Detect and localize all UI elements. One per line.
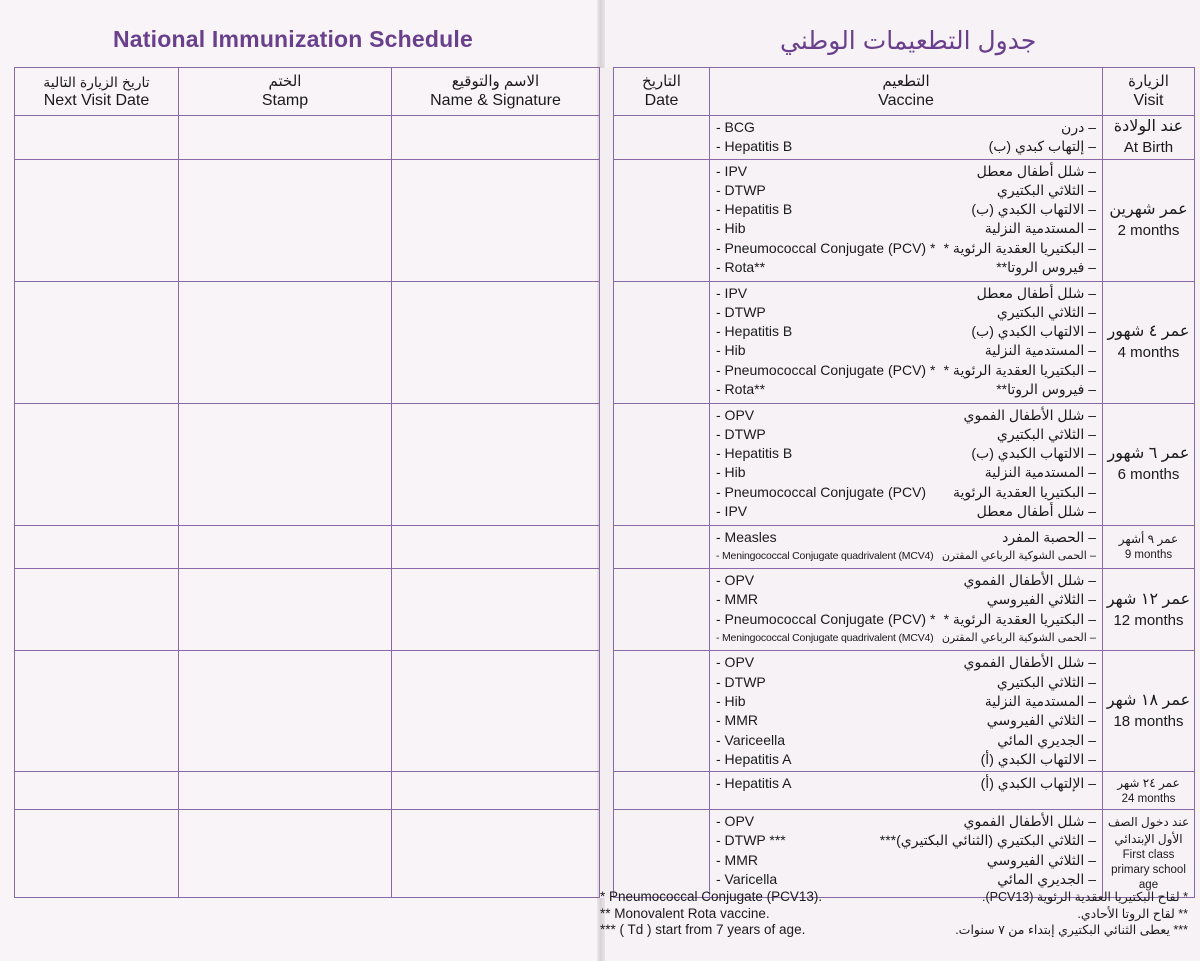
footnotes: [600, 889, 1194, 949]
visit-label-en: 9 months: [1124, 548, 1173, 561]
visit-label-ar: عمر ١٨ شهر: [1106, 692, 1191, 710]
vaccine-item: [716, 812, 1096, 831]
footnote-en: ** Monovalent Rota vaccine.: [600, 905, 770, 921]
vaccine-item: [716, 528, 1096, 547]
schedule-row: [15, 772, 1195, 810]
visit-label-en: 24 months: [1121, 792, 1176, 805]
vaccine-name-en: - Meningococcal Conjugate quadrivalent (MCV4): [716, 632, 934, 645]
vaccine-name-en: - MMR: [716, 851, 758, 868]
vaccine-item: [716, 219, 1096, 238]
vaccine-item: [716, 851, 1096, 870]
visit-label-en: 2 months: [1117, 222, 1180, 240]
visit-cell: [1103, 116, 1195, 160]
vaccine-item: [716, 361, 1096, 380]
gutter: [600, 810, 614, 898]
title-english: National Immunization Schedule: [113, 26, 473, 52]
footnote-ar: * لقاح البكتيريا العقدية الرئوية (PCV13).: [981, 890, 1188, 904]
vaccine-name-en: - Varicella: [716, 871, 778, 888]
visit-label-en: At Birth: [1123, 139, 1174, 157]
col-stamp: الختم Stamp: [179, 68, 392, 116]
gutter: [600, 159, 614, 281]
vaccine-name-ar: – شلل أطفال معطل: [976, 503, 1096, 520]
footnote-ar: *** يعطى الثنائي البكتيري إبتداء من ٧ سنوات.: [955, 923, 1188, 937]
vaccine-item: [716, 200, 1096, 219]
vaccine-name-en: - Pneumococcal Conjugate (PCV): [716, 483, 927, 500]
vaccine-name-en: - DTWP ***: [716, 832, 786, 849]
visit-label-en: 6 months: [1117, 466, 1180, 484]
vaccine-name-ar: – البكتيريا العقدية الرئوية *: [943, 239, 1096, 256]
schedule-row: [15, 810, 1195, 898]
vaccine-name-ar: – البكتيريا العقدية الرئوية: [952, 483, 1096, 500]
vaccine-item: [716, 629, 1096, 648]
vaccine-name-ar: – الالتهاب الكبدي (ب): [971, 201, 1096, 218]
date-cell[interactable]: [614, 116, 710, 160]
vaccine-name-en: - Hepatitis B: [716, 323, 793, 340]
gutter: [600, 569, 614, 651]
col-date: التاريخ Date: [614, 68, 710, 116]
stamp-cell[interactable]: [179, 116, 392, 160]
stamp-cell[interactable]: [179, 525, 392, 569]
vaccine-item: [716, 653, 1096, 672]
next-visit-cell[interactable]: [15, 569, 179, 651]
vaccine-name-ar: – شلل أطفال معطل: [976, 162, 1096, 179]
vaccine-name-ar: – فيروس الروتا**: [996, 381, 1096, 398]
vaccine-name-en: - Measles: [716, 528, 777, 545]
vaccine-item: [716, 590, 1096, 609]
date-cell[interactable]: [614, 772, 710, 810]
stamp-cell[interactable]: [179, 772, 392, 810]
visit-label-en: 4 months: [1117, 344, 1180, 362]
vaccine-item: [716, 239, 1096, 258]
vaccine-name-en: - OPV: [716, 813, 755, 830]
gutter: [600, 281, 614, 403]
vaccine-cell: [710, 651, 1103, 772]
immunization-table: [14, 67, 1195, 898]
name-signature-cell[interactable]: [392, 159, 600, 281]
col-name-signature: الاسم والتوقيع Name & Signature: [392, 68, 600, 116]
date-cell[interactable]: [614, 810, 710, 898]
vaccine-name-ar: – الثلاثي البكتيري (الثنائي البكتيري)***: [879, 832, 1096, 849]
visit-cell: [1103, 525, 1195, 569]
schedule-row: [15, 159, 1195, 281]
vaccine-item: [716, 463, 1096, 482]
vaccine-name-ar: – الإلتهاب الكبدي (أ): [980, 775, 1096, 792]
vaccine-item: [716, 711, 1096, 730]
name-signature-cell[interactable]: [392, 810, 600, 898]
stamp-cell[interactable]: [179, 403, 392, 525]
footnotes-english: [600, 889, 822, 939]
schedule-row: [15, 116, 1195, 160]
visit-label-en: 12 months: [1113, 611, 1184, 629]
vaccine-name-ar: – الالتهاب الكبدي (ب): [971, 323, 1096, 340]
vaccine-item: [716, 118, 1096, 137]
next-visit-cell[interactable]: [15, 651, 179, 772]
vaccine-name-en: - Pneumococcal Conjugate (PCV) *: [716, 610, 936, 627]
vaccine-name-en: - DTWP: [716, 303, 766, 320]
visit-label-ar: عمر ٩ أشهر: [1118, 531, 1179, 546]
next-visit-cell[interactable]: [15, 810, 179, 898]
vaccine-item: [716, 380, 1096, 399]
vaccine-name-en: - IPV: [716, 503, 748, 520]
vaccine-name-ar: – الالتهاب الكبدي (أ): [980, 750, 1096, 767]
vaccine-item: [716, 425, 1096, 444]
vaccine-name-en: - Variceella: [716, 731, 785, 748]
visit-label-ar: عمر ٤ شهور: [1107, 323, 1190, 341]
vaccine-name-ar: – الالتهاب الكبدي (ب): [971, 445, 1096, 462]
visit-label-ar: عند الولادة: [1113, 118, 1184, 136]
vaccine-cell: [710, 159, 1103, 281]
date-cell[interactable]: [614, 159, 710, 281]
vaccine-name-en: - DTWP: [716, 181, 766, 198]
vaccine-name-en: - Hepatitis A: [716, 775, 792, 792]
stamp-cell[interactable]: [179, 159, 392, 281]
col-visit: الزيارة Visit: [1103, 68, 1195, 116]
vaccine-name-en: - Rota**: [716, 259, 766, 276]
vaccine-item: [716, 870, 1096, 889]
vaccine-name-ar: – شلل الأطفال الفموي: [963, 654, 1096, 671]
schedule-row: [15, 525, 1195, 569]
footnotes-arabic: [955, 889, 1188, 939]
vaccine-name-en: - DTWP: [716, 425, 766, 442]
name-signature-cell[interactable]: [392, 651, 600, 772]
vaccine-item: [716, 610, 1096, 629]
vaccine-name-en: - BCG: [716, 119, 755, 135]
vaccine-item: [716, 258, 1096, 277]
visit-cell: [1103, 159, 1195, 281]
vaccine-name-ar: – الجديري المائي: [997, 871, 1096, 888]
next-visit-cell[interactable]: [15, 525, 179, 569]
vaccine-name-ar: – الجديري المائي: [997, 731, 1096, 748]
footnote-ar: ** لقاح الروتا الأحادي.: [1077, 906, 1188, 921]
vaccine-item: [716, 731, 1096, 750]
schedule-row: [15, 281, 1195, 403]
vaccine-item: [716, 162, 1096, 181]
vaccine-name-ar: – الحمى الشوكية الرباعي المقترن: [941, 549, 1096, 562]
next-visit-cell[interactable]: [15, 403, 179, 525]
vaccine-name-en: - Hepatitis B: [716, 445, 793, 462]
vaccine-item: [716, 692, 1096, 711]
vaccine-item: [716, 750, 1096, 769]
vaccine-name-ar: – البكتيريا العقدية الرئوية *: [943, 361, 1096, 378]
stamp-cell[interactable]: [179, 651, 392, 772]
gutter: [600, 116, 614, 160]
vaccine-item: [716, 341, 1096, 360]
vaccine-item: [716, 502, 1096, 521]
vaccine-name-ar: – الثلاثي البكتيري: [996, 425, 1096, 442]
vaccine-name-en: - Pneumococcal Conjugate (PCV) *: [716, 239, 936, 256]
visit-label-ar: عمر شهرين: [1109, 201, 1188, 219]
vaccine-name-en: - Rota**: [716, 381, 766, 398]
date-cell[interactable]: [614, 525, 710, 569]
vaccine-name-ar: – شلل الأطفال الفموي: [963, 813, 1096, 830]
vaccine-name-ar: – شلل الأطفال الفموي: [963, 406, 1096, 423]
next-visit-cell[interactable]: [15, 772, 179, 810]
vaccine-name-en: - Hepatitis B: [716, 201, 793, 218]
gutter: [600, 403, 614, 525]
vaccine-name-en: - MMR: [716, 591, 758, 608]
vaccine-name-en: - DTWP: [716, 673, 766, 690]
gutter: [600, 525, 614, 569]
name-signature-cell[interactable]: [392, 772, 600, 810]
vaccine-item: [716, 303, 1096, 322]
col-vaccine: التطعيم Vaccine: [710, 68, 1103, 116]
vaccine-name-en: - IPV: [716, 284, 748, 301]
footnote-en: *** ( Td ) start from 7 years of age.: [600, 922, 806, 937]
visit-label-en: 18 months: [1113, 713, 1184, 731]
gutter: [600, 68, 614, 116]
schedule-body: [15, 116, 1195, 898]
title-arabic: جدول التطعيمات الوطني: [780, 27, 1037, 55]
vaccine-item: [716, 322, 1096, 341]
vaccine-name-en: - MMR: [716, 712, 758, 729]
vaccine-item: [716, 406, 1096, 425]
vaccine-name-ar: – المستدمية النزلية: [984, 464, 1096, 481]
vaccine-item: [716, 831, 1096, 850]
vaccine-name-ar: – الثلاثي الفيروسي: [986, 591, 1096, 608]
stamp-cell[interactable]: [179, 810, 392, 898]
vaccine-name-ar: – درن: [1061, 119, 1096, 135]
visit-cell: [1103, 772, 1195, 810]
vaccine-name-en: - Hib: [716, 464, 746, 481]
next-visit-cell[interactable]: [15, 116, 179, 160]
vaccine-name-ar: – شلل أطفال معطل: [976, 284, 1096, 301]
stamp-cell[interactable]: [179, 281, 392, 403]
vaccine-name-en: - IPV: [716, 162, 748, 179]
vaccine-cell: [710, 810, 1103, 898]
gutter: [600, 772, 614, 810]
vaccine-name-ar: – الثلاثي الفيروسي: [986, 851, 1096, 868]
schedule-row: [15, 403, 1195, 525]
stamp-cell[interactable]: [179, 569, 392, 651]
visit-label-en: First class primary school age: [1111, 849, 1186, 892]
vaccine-cell: [710, 281, 1103, 403]
vaccine-item: [716, 483, 1096, 502]
schedule-row: [15, 651, 1195, 772]
vaccine-name-en: - Meningococcal Conjugate quadrivalent (MCV4): [716, 549, 934, 562]
vaccine-name-en: - Pneumococcal Conjugate (PCV) *: [716, 361, 936, 378]
vaccine-cell: [710, 569, 1103, 651]
vaccine-name-ar: – إلتهاب كبدي (ب): [988, 138, 1096, 155]
visit-label-ar: عمر ١٢ شهر: [1106, 590, 1191, 608]
next-visit-cell[interactable]: [15, 159, 179, 281]
vaccine-name-en: - OPV: [716, 406, 755, 423]
vaccine-name-en: - OPV: [716, 572, 755, 589]
vaccine-item: [716, 137, 1096, 156]
visit-cell: [1103, 651, 1195, 772]
footnote-en: * Pneumococcal Conjugate (PCV13).: [600, 889, 823, 904]
visit-label-ar: عند دخول الصف الأول الإبتدائي: [1107, 815, 1190, 847]
date-cell[interactable]: [614, 651, 710, 772]
vaccine-item: [716, 547, 1096, 566]
vaccine-name-ar: – الثلاثي البكتيري: [996, 303, 1096, 320]
vaccine-name-ar: – الثلاثي البكتيري: [996, 181, 1096, 198]
col-next-visit: تاريخ الزيارة التالية Next Visit Date: [15, 68, 179, 116]
vaccine-item: [716, 571, 1096, 590]
date-cell[interactable]: [614, 403, 710, 525]
vaccine-name-ar: – الحمى الشوكية الرباعي المقترن: [941, 632, 1096, 645]
vaccine-name-ar: – المستدمية النزلية: [984, 342, 1096, 359]
visit-cell: [1103, 403, 1195, 525]
vaccine-cell: [710, 772, 1103, 810]
schedule-row: [15, 569, 1195, 651]
vaccine-item: [716, 181, 1096, 200]
date-cell[interactable]: [614, 569, 710, 651]
vaccine-name-ar: – الثلاثي الفيروسي: [986, 712, 1096, 729]
vaccine-item: [716, 774, 1096, 793]
vaccine-name-ar: – المستدمية النزلية: [984, 220, 1096, 237]
vaccine-name-ar: – فيروس الروتا**: [996, 259, 1096, 276]
vaccine-name-ar: – شلل الأطفال الفموي: [963, 572, 1096, 589]
visit-label-ar: عمر ٢٤ شهر: [1117, 775, 1180, 790]
visit-cell: [1103, 281, 1195, 403]
vaccine-name-ar: – الحصبة المفرد: [1002, 528, 1096, 545]
date-cell[interactable]: [614, 281, 710, 403]
name-signature-cell[interactable]: [392, 116, 600, 160]
name-signature-cell[interactable]: [392, 569, 600, 651]
vaccine-name-ar: – الثلاثي البكتيري: [996, 673, 1096, 690]
visit-cell: [1103, 810, 1195, 898]
vaccine-item: [716, 673, 1096, 692]
header-row: [15, 68, 1195, 116]
name-signature-cell[interactable]: [392, 403, 600, 525]
gutter: [600, 651, 614, 772]
vaccine-name-ar: – المستدمية النزلية: [984, 692, 1096, 709]
vaccine-name-en: - Hepatitis A: [716, 750, 792, 767]
vaccine-name-en: - Hib: [716, 220, 746, 237]
vaccine-item: [716, 444, 1096, 463]
vaccine-name-en: - OPV: [716, 654, 755, 671]
name-signature-cell[interactable]: [392, 525, 600, 569]
vaccine-name-ar: – البكتيريا العقدية الرئوية *: [943, 610, 1096, 627]
vaccine-cell: [710, 116, 1103, 160]
vaccine-name-en: - Hib: [716, 692, 746, 709]
vaccine-item: [716, 284, 1096, 303]
vaccine-cell: [710, 403, 1103, 525]
vaccine-name-en: - Hib: [716, 342, 746, 359]
next-visit-cell[interactable]: [15, 281, 179, 403]
visit-cell: [1103, 569, 1195, 651]
name-signature-cell[interactable]: [392, 281, 600, 403]
visit-label-ar: عمر ٦ شهور: [1107, 445, 1190, 463]
vaccine-cell: [710, 525, 1103, 569]
vaccine-name-en: - Hepatitis B: [716, 138, 793, 155]
